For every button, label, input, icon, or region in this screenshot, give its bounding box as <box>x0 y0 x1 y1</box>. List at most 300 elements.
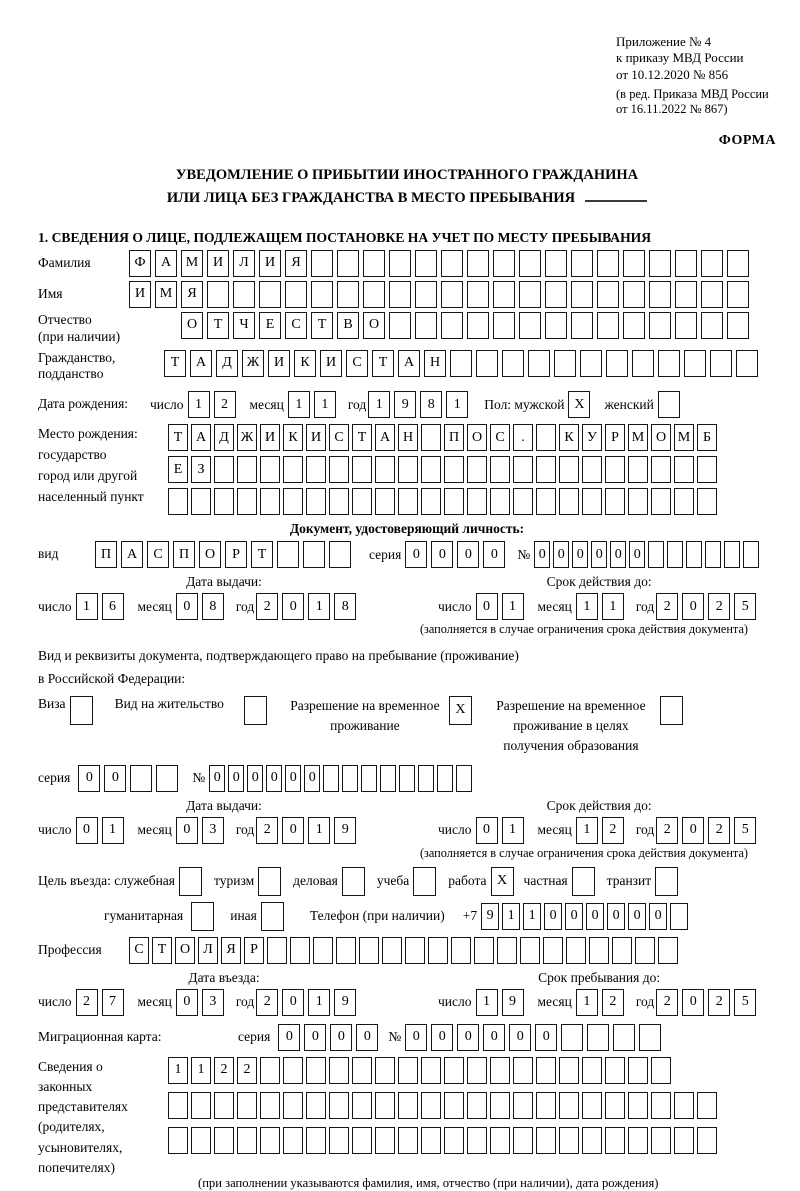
birth-place-boxes-3[interactable] <box>168 488 720 515</box>
char-box[interactable] <box>441 250 463 277</box>
char-box[interactable] <box>655 867 678 896</box>
citizenship-boxes[interactable] <box>164 350 762 377</box>
char-box[interactable] <box>382 937 402 964</box>
char-box[interactable] <box>260 1127 280 1154</box>
char-box[interactable] <box>571 250 593 277</box>
given-name-boxes[interactable] <box>129 281 753 308</box>
char-box[interactable]: Т <box>311 312 333 339</box>
char-box[interactable]: Р <box>225 541 247 568</box>
char-box[interactable]: 9 <box>394 391 416 418</box>
permit-issue-day-boxes[interactable] <box>76 817 128 844</box>
char-box[interactable] <box>352 1127 372 1154</box>
char-box[interactable] <box>398 1057 418 1084</box>
char-box[interactable] <box>352 1092 372 1119</box>
char-box[interactable]: 0 <box>586 903 604 930</box>
char-box[interactable] <box>651 1127 671 1154</box>
char-box[interactable] <box>363 250 385 277</box>
doc-number-boxes[interactable] <box>534 541 762 568</box>
char-box[interactable] <box>736 350 758 377</box>
char-box[interactable] <box>260 456 280 483</box>
char-box[interactable]: Я <box>221 937 241 964</box>
char-box[interactable] <box>191 902 214 931</box>
char-box[interactable]: 1 <box>368 391 390 418</box>
char-box[interactable] <box>684 350 706 377</box>
char-box[interactable] <box>582 1127 602 1154</box>
char-box[interactable]: К <box>559 424 579 451</box>
char-box[interactable]: 0 <box>509 1024 531 1051</box>
char-box[interactable] <box>214 1127 234 1154</box>
char-box[interactable]: А <box>121 541 143 568</box>
char-box[interactable]: П <box>173 541 195 568</box>
birth-place-boxes-1[interactable] <box>168 424 720 451</box>
id-valid-day-boxes[interactable] <box>476 593 528 620</box>
char-box[interactable] <box>536 1057 556 1084</box>
char-box[interactable]: Д <box>214 424 234 451</box>
char-box[interactable] <box>667 541 683 568</box>
char-box[interactable]: 0 <box>534 541 550 568</box>
char-box[interactable] <box>701 281 723 308</box>
char-box[interactable]: 1 <box>446 391 468 418</box>
char-box[interactable] <box>605 1092 625 1119</box>
char-box[interactable]: С <box>346 350 368 377</box>
id-issue-year-boxes[interactable] <box>256 593 360 620</box>
visa-checkbox[interactable] <box>70 696 97 725</box>
char-box[interactable] <box>658 391 680 418</box>
char-box[interactable] <box>233 281 255 308</box>
char-box[interactable]: 5 <box>734 817 756 844</box>
char-box[interactable] <box>342 867 365 896</box>
char-box[interactable]: Я <box>181 281 203 308</box>
char-box[interactable] <box>697 456 717 483</box>
char-box[interactable] <box>191 1127 211 1154</box>
char-box[interactable] <box>623 281 645 308</box>
char-box[interactable]: 0 <box>457 541 479 568</box>
char-box[interactable] <box>648 541 664 568</box>
char-box[interactable]: О <box>181 312 203 339</box>
char-box[interactable] <box>545 281 567 308</box>
char-box[interactable] <box>606 350 628 377</box>
char-box[interactable] <box>283 456 303 483</box>
char-box[interactable] <box>651 488 671 515</box>
surname-boxes[interactable] <box>129 250 753 277</box>
char-box[interactable] <box>705 541 721 568</box>
char-box[interactable]: 1 <box>308 593 330 620</box>
char-box[interactable]: 2 <box>76 989 98 1016</box>
char-box[interactable]: Ф <box>129 250 151 277</box>
sex-female-checkbox[interactable] <box>658 391 684 418</box>
char-box[interactable] <box>311 250 333 277</box>
char-box[interactable]: А <box>191 424 211 451</box>
char-box[interactable]: К <box>283 424 303 451</box>
char-box[interactable] <box>456 765 472 792</box>
char-box[interactable] <box>361 765 377 792</box>
permit-issue-month-boxes[interactable] <box>176 817 228 844</box>
char-box[interactable] <box>675 312 697 339</box>
char-box[interactable]: 0 <box>278 1024 300 1051</box>
char-box[interactable] <box>675 281 697 308</box>
birth-day-boxes[interactable] <box>188 391 240 418</box>
char-box[interactable]: М <box>181 250 203 277</box>
char-box[interactable]: 0 <box>209 765 225 792</box>
char-box[interactable]: 0 <box>591 541 607 568</box>
guardians-boxes-2[interactable] <box>168 1092 720 1119</box>
char-box[interactable] <box>336 937 356 964</box>
char-box[interactable] <box>191 488 211 515</box>
char-box[interactable] <box>490 1092 510 1119</box>
char-box[interactable] <box>421 1127 441 1154</box>
char-box[interactable] <box>306 1127 326 1154</box>
char-box[interactable] <box>649 281 671 308</box>
char-box[interactable] <box>632 350 654 377</box>
char-box[interactable] <box>337 281 359 308</box>
char-box[interactable] <box>441 281 463 308</box>
char-box[interactable] <box>450 350 472 377</box>
char-box[interactable] <box>323 765 339 792</box>
char-box[interactable]: Т <box>152 937 172 964</box>
char-box[interactable] <box>260 1092 280 1119</box>
char-box[interactable]: 2 <box>256 593 278 620</box>
char-box[interactable] <box>444 1057 464 1084</box>
char-box[interactable]: 0 <box>282 817 304 844</box>
char-box[interactable] <box>710 350 732 377</box>
char-box[interactable]: Е <box>259 312 281 339</box>
char-box[interactable] <box>628 1092 648 1119</box>
char-box[interactable] <box>559 1092 579 1119</box>
char-box[interactable] <box>572 867 595 896</box>
char-box[interactable] <box>727 312 749 339</box>
char-box[interactable]: 0 <box>228 765 244 792</box>
purpose-humanitarian-checkbox[interactable] <box>191 902 218 931</box>
char-box[interactable] <box>545 312 567 339</box>
char-box[interactable] <box>306 1057 326 1084</box>
char-box[interactable]: В <box>337 312 359 339</box>
char-box[interactable] <box>237 456 257 483</box>
char-box[interactable]: А <box>375 424 395 451</box>
char-box[interactable] <box>536 424 556 451</box>
char-box[interactable] <box>467 281 489 308</box>
char-box[interactable] <box>727 281 749 308</box>
char-box[interactable] <box>658 350 680 377</box>
char-box[interactable]: Я <box>285 250 307 277</box>
char-box[interactable]: 0 <box>476 593 498 620</box>
char-box[interactable] <box>283 1127 303 1154</box>
char-box[interactable]: 1 <box>476 989 498 1016</box>
entry-year-boxes[interactable] <box>256 989 360 1016</box>
char-box[interactable]: С <box>329 424 349 451</box>
birth-place-boxes-2[interactable] <box>168 456 720 483</box>
char-box[interactable] <box>421 424 441 451</box>
char-box[interactable] <box>658 937 678 964</box>
char-box[interactable]: 2 <box>214 1057 234 1084</box>
char-box[interactable] <box>493 312 515 339</box>
char-box[interactable] <box>415 250 437 277</box>
char-box[interactable] <box>421 1092 441 1119</box>
char-box[interactable] <box>490 1127 510 1154</box>
char-box[interactable]: 2 <box>656 989 678 1016</box>
char-box[interactable]: 2 <box>708 593 730 620</box>
char-box[interactable]: И <box>129 281 151 308</box>
char-box[interactable]: О <box>175 937 195 964</box>
char-box[interactable]: 0 <box>682 989 704 1016</box>
id-issue-day-boxes[interactable] <box>76 593 128 620</box>
char-box[interactable] <box>191 1092 211 1119</box>
char-box[interactable]: 2 <box>214 391 236 418</box>
char-box[interactable]: 1 <box>502 593 524 620</box>
char-box[interactable] <box>311 281 333 308</box>
char-box[interactable]: Р <box>605 424 625 451</box>
char-box[interactable] <box>674 1127 694 1154</box>
char-box[interactable]: 0 <box>176 989 198 1016</box>
char-box[interactable]: 1 <box>314 391 336 418</box>
char-box[interactable] <box>623 250 645 277</box>
char-box[interactable]: 1 <box>288 391 310 418</box>
char-box[interactable]: 0 <box>431 1024 453 1051</box>
char-box[interactable] <box>421 488 441 515</box>
char-box[interactable]: 0 <box>104 765 126 792</box>
char-box[interactable] <box>502 350 524 377</box>
char-box[interactable] <box>283 488 303 515</box>
char-box[interactable] <box>587 1024 609 1051</box>
char-box[interactable]: 0 <box>247 765 263 792</box>
char-box[interactable]: 1 <box>308 989 330 1016</box>
char-box[interactable]: 1 <box>102 817 124 844</box>
char-box[interactable] <box>352 488 372 515</box>
char-box[interactable]: Е <box>168 456 188 483</box>
char-box[interactable] <box>352 1057 372 1084</box>
char-box[interactable] <box>441 312 463 339</box>
char-box[interactable] <box>261 902 284 931</box>
char-box[interactable]: 0 <box>610 541 626 568</box>
char-box[interactable]: Л <box>233 250 255 277</box>
char-box[interactable]: 1 <box>502 903 520 930</box>
purpose-tourism-checkbox[interactable] <box>258 867 285 896</box>
char-box[interactable] <box>267 937 287 964</box>
char-box[interactable] <box>283 1057 303 1084</box>
char-box[interactable] <box>513 488 533 515</box>
char-box[interactable] <box>306 456 326 483</box>
char-box[interactable]: А <box>398 350 420 377</box>
char-box[interactable] <box>559 488 579 515</box>
char-box[interactable]: 1 <box>576 593 598 620</box>
char-box[interactable] <box>566 937 586 964</box>
purpose-business-checkbox[interactable] <box>342 867 369 896</box>
doc-type-boxes[interactable] <box>95 541 355 568</box>
char-box[interactable] <box>628 1057 648 1084</box>
char-box[interactable]: 0 <box>682 817 704 844</box>
char-box[interactable] <box>612 937 632 964</box>
id-valid-month-boxes[interactable] <box>576 593 628 620</box>
char-box[interactable]: 0 <box>607 903 625 930</box>
char-box[interactable]: У <box>582 424 602 451</box>
char-box[interactable]: 9 <box>481 903 499 930</box>
char-box[interactable] <box>389 312 411 339</box>
char-box[interactable] <box>674 488 694 515</box>
char-box[interactable] <box>605 456 625 483</box>
char-box[interactable]: П <box>95 541 117 568</box>
permit-valid-year-boxes[interactable] <box>656 817 760 844</box>
char-box[interactable] <box>697 488 717 515</box>
char-box[interactable]: 2 <box>656 817 678 844</box>
char-box[interactable]: С <box>490 424 510 451</box>
char-box[interactable] <box>743 541 759 568</box>
char-box[interactable]: 0 <box>356 1024 378 1051</box>
char-box[interactable] <box>536 456 556 483</box>
char-box[interactable] <box>628 456 648 483</box>
char-box[interactable] <box>179 867 202 896</box>
char-box[interactable]: X <box>568 391 590 418</box>
char-box[interactable] <box>380 765 396 792</box>
char-box[interactable] <box>421 456 441 483</box>
char-box[interactable]: 2 <box>256 989 278 1016</box>
char-box[interactable]: С <box>147 541 169 568</box>
char-box[interactable] <box>660 696 683 725</box>
char-box[interactable] <box>399 765 415 792</box>
char-box[interactable]: 8 <box>420 391 442 418</box>
char-box[interactable] <box>559 456 579 483</box>
doc-series-boxes[interactable] <box>405 541 509 568</box>
char-box[interactable] <box>444 488 464 515</box>
char-box[interactable]: 3 <box>202 989 224 1016</box>
char-box[interactable] <box>605 488 625 515</box>
entry-day-boxes[interactable] <box>76 989 128 1016</box>
char-box[interactable] <box>605 1127 625 1154</box>
char-box[interactable] <box>259 281 281 308</box>
char-box[interactable]: 2 <box>602 989 624 1016</box>
char-box[interactable]: 0 <box>266 765 282 792</box>
char-box[interactable] <box>285 281 307 308</box>
char-box[interactable] <box>519 281 541 308</box>
char-box[interactable]: 8 <box>334 593 356 620</box>
char-box[interactable]: И <box>260 424 280 451</box>
char-box[interactable] <box>214 456 234 483</box>
char-box[interactable] <box>329 488 349 515</box>
char-box[interactable]: 0 <box>76 817 98 844</box>
char-box[interactable] <box>697 1127 717 1154</box>
char-box[interactable] <box>375 1092 395 1119</box>
char-box[interactable]: 9 <box>334 817 356 844</box>
profession-boxes[interactable] <box>129 937 681 964</box>
char-box[interactable] <box>513 1092 533 1119</box>
char-box[interactable] <box>674 456 694 483</box>
char-box[interactable] <box>398 456 418 483</box>
char-box[interactable] <box>675 250 697 277</box>
char-box[interactable]: 2 <box>602 817 624 844</box>
entry-month-boxes[interactable] <box>176 989 228 1016</box>
char-box[interactable]: 0 <box>304 1024 326 1051</box>
char-box[interactable] <box>207 281 229 308</box>
char-box[interactable] <box>415 312 437 339</box>
mig-number-boxes[interactable] <box>405 1024 665 1051</box>
char-box[interactable] <box>651 1057 671 1084</box>
char-box[interactable]: 2 <box>237 1057 257 1084</box>
char-box[interactable] <box>519 312 541 339</box>
char-box[interactable] <box>329 541 351 568</box>
char-box[interactable] <box>536 1092 556 1119</box>
char-box[interactable] <box>306 488 326 515</box>
char-box[interactable]: А <box>155 250 177 277</box>
char-box[interactable] <box>635 937 655 964</box>
char-box[interactable]: 0 <box>282 989 304 1016</box>
birth-month-boxes[interactable] <box>288 391 340 418</box>
char-box[interactable] <box>467 250 489 277</box>
char-box[interactable] <box>359 937 379 964</box>
char-box[interactable] <box>554 350 576 377</box>
char-box[interactable]: И <box>259 250 281 277</box>
char-box[interactable] <box>451 937 471 964</box>
char-box[interactable] <box>474 937 494 964</box>
char-box[interactable]: 0 <box>572 541 588 568</box>
char-box[interactable]: 7 <box>102 989 124 1016</box>
char-box[interactable] <box>493 281 515 308</box>
char-box[interactable] <box>589 937 609 964</box>
char-box[interactable]: 1 <box>576 817 598 844</box>
char-box[interactable]: Ж <box>237 424 257 451</box>
char-box[interactable] <box>375 488 395 515</box>
guardians-boxes-3[interactable] <box>168 1127 720 1154</box>
char-box[interactable] <box>467 488 487 515</box>
char-box[interactable] <box>260 1057 280 1084</box>
char-box[interactable]: 0 <box>330 1024 352 1051</box>
char-box[interactable] <box>467 1057 487 1084</box>
char-box[interactable]: И <box>207 250 229 277</box>
char-box[interactable]: Т <box>251 541 273 568</box>
char-box[interactable] <box>520 937 540 964</box>
char-box[interactable]: 1 <box>191 1057 211 1084</box>
char-box[interactable] <box>467 456 487 483</box>
char-box[interactable]: X <box>491 867 514 896</box>
char-box[interactable] <box>582 488 602 515</box>
char-box[interactable] <box>674 1092 694 1119</box>
char-box[interactable] <box>497 937 517 964</box>
char-box[interactable] <box>168 1127 188 1154</box>
char-box[interactable] <box>130 765 152 792</box>
char-box[interactable] <box>536 488 556 515</box>
char-box[interactable]: И <box>320 350 342 377</box>
char-box[interactable] <box>559 1057 579 1084</box>
char-box[interactable]: 1 <box>308 817 330 844</box>
purpose-official-checkbox[interactable] <box>179 867 206 896</box>
char-box[interactable] <box>214 488 234 515</box>
char-box[interactable] <box>513 1127 533 1154</box>
char-box[interactable]: 0 <box>629 541 645 568</box>
char-box[interactable] <box>398 488 418 515</box>
stay-year-boxes[interactable] <box>656 989 760 1016</box>
char-box[interactable]: Т <box>207 312 229 339</box>
char-box[interactable] <box>649 250 671 277</box>
char-box[interactable] <box>561 1024 583 1051</box>
char-box[interactable] <box>543 937 563 964</box>
char-box[interactable]: 1 <box>602 593 624 620</box>
char-box[interactable] <box>415 281 437 308</box>
char-box[interactable]: 9 <box>334 989 356 1016</box>
char-box[interactable] <box>389 281 411 308</box>
char-box[interactable] <box>467 312 489 339</box>
char-box[interactable] <box>398 1092 418 1119</box>
char-box[interactable]: X <box>449 696 472 725</box>
char-box[interactable] <box>437 765 453 792</box>
char-box[interactable] <box>467 1092 487 1119</box>
char-box[interactable]: 0 <box>483 1024 505 1051</box>
char-box[interactable] <box>156 765 178 792</box>
char-box[interactable]: О <box>467 424 487 451</box>
char-box[interactable]: 0 <box>483 541 505 568</box>
char-box[interactable] <box>476 350 498 377</box>
char-box[interactable] <box>651 456 671 483</box>
char-box[interactable]: 1 <box>76 593 98 620</box>
char-box[interactable] <box>313 937 333 964</box>
char-box[interactable]: 5 <box>734 989 756 1016</box>
char-box[interactable]: Ж <box>242 350 264 377</box>
